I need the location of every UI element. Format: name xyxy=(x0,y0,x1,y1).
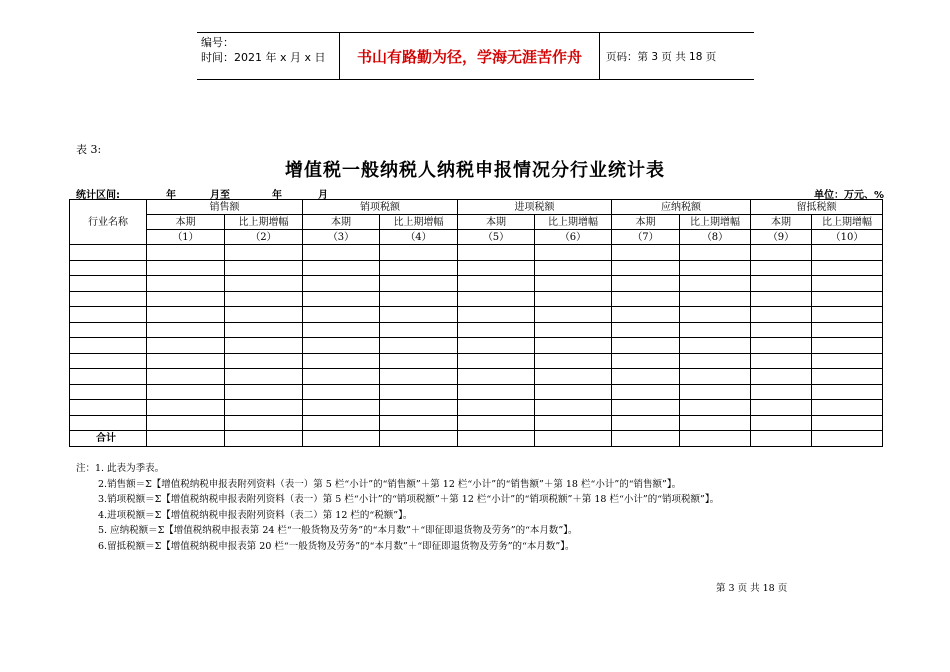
table-cell[interactable] xyxy=(612,369,680,385)
note-line: 4.进项税额＝Σ【增值税纳税申报表附列资料（表二）第 12 栏的“税额”】。 xyxy=(98,509,413,521)
table-cell[interactable] xyxy=(458,260,535,276)
table-cell[interactable] xyxy=(812,260,883,276)
table-cell[interactable] xyxy=(751,369,812,385)
table-cell[interactable] xyxy=(751,353,812,369)
table-cell[interactable] xyxy=(70,307,147,323)
total-row xyxy=(70,431,883,447)
table-cell[interactable] xyxy=(147,353,225,369)
time-label: 时间：2021 年 x 月 x 日 xyxy=(201,51,326,64)
table-cell[interactable] xyxy=(612,245,680,261)
table-cell[interactable] xyxy=(303,260,380,276)
table-cell[interactable] xyxy=(612,400,680,416)
header-row-numbers xyxy=(70,230,883,245)
table-cell[interactable] xyxy=(812,291,883,307)
table-cell[interactable] xyxy=(612,291,680,307)
table-cell[interactable] xyxy=(612,338,680,354)
table-cell[interactable] xyxy=(303,384,380,400)
table-cell[interactable] xyxy=(303,291,380,307)
header-meta xyxy=(201,35,326,65)
notes xyxy=(76,461,866,555)
table-cell[interactable] xyxy=(812,338,883,354)
table-cell[interactable] xyxy=(458,307,535,323)
table-cell[interactable] xyxy=(680,307,751,323)
table-cell[interactable] xyxy=(303,276,380,292)
table-cell[interactable] xyxy=(303,369,380,385)
table-cell[interactable] xyxy=(751,322,812,338)
table-label: 表 3: xyxy=(76,143,102,156)
table-cell[interactable] xyxy=(680,322,751,338)
sub-header-current: 本期 xyxy=(458,215,535,230)
sub-header-current: 本期 xyxy=(751,215,812,230)
unit-label: 单位：万元、% xyxy=(813,190,884,201)
header-row-sub xyxy=(70,215,883,230)
table-cell[interactable] xyxy=(458,291,535,307)
sub-header-change: 比上期增幅 xyxy=(812,215,883,230)
table-cell[interactable] xyxy=(535,260,612,276)
table-cell[interactable] xyxy=(458,322,535,338)
table-cell[interactable] xyxy=(458,276,535,292)
header-row-groups xyxy=(70,200,883,215)
period-label: 统计区间: xyxy=(76,190,120,201)
table-cell[interactable] xyxy=(70,338,147,354)
table-cell[interactable] xyxy=(751,276,812,292)
table-row xyxy=(70,400,883,416)
table-cell[interactable] xyxy=(380,338,458,354)
table-cell[interactable] xyxy=(70,400,147,416)
table-cell[interactable] xyxy=(70,415,147,431)
column-number: （10） xyxy=(812,230,883,245)
table-cell[interactable] xyxy=(70,353,147,369)
table-cell[interactable] xyxy=(535,245,612,261)
table-cell[interactable] xyxy=(680,260,751,276)
industry-name-header: 行业名称 xyxy=(70,200,147,245)
table-cell[interactable] xyxy=(225,431,303,447)
table-cell[interactable] xyxy=(680,353,751,369)
column-number: （9） xyxy=(751,230,812,245)
table-cell[interactable] xyxy=(303,245,380,261)
table-cell[interactable] xyxy=(303,400,380,416)
sub-header-current: 本期 xyxy=(612,215,680,230)
table-cell[interactable] xyxy=(458,400,535,416)
table-cell[interactable] xyxy=(380,353,458,369)
table-cell[interactable] xyxy=(680,369,751,385)
table-cell[interactable] xyxy=(751,400,812,416)
page-title: 增值税一般纳税人纳税申报情况分行业统计表 xyxy=(285,160,665,181)
table-cell[interactable] xyxy=(380,431,458,447)
group-header: 应纳税额 xyxy=(612,200,751,215)
table-cell[interactable] xyxy=(147,415,225,431)
table-cell[interactable] xyxy=(380,291,458,307)
column-number: （7） xyxy=(612,230,680,245)
table-cell[interactable] xyxy=(612,307,680,323)
table-cell[interactable] xyxy=(225,291,303,307)
table-cell[interactable] xyxy=(812,400,883,416)
column-number: （2） xyxy=(225,230,303,245)
table-row xyxy=(70,291,883,307)
table-cell[interactable] xyxy=(70,291,147,307)
table-cell[interactable] xyxy=(458,369,535,385)
table-cell[interactable] xyxy=(225,415,303,431)
table-cell[interactable] xyxy=(147,384,225,400)
table-cell[interactable] xyxy=(147,307,225,323)
table-cell[interactable] xyxy=(225,322,303,338)
column-number: （3） xyxy=(303,230,380,245)
table-cell[interactable] xyxy=(751,384,812,400)
table-cell[interactable] xyxy=(458,338,535,354)
table-cell[interactable] xyxy=(812,369,883,385)
table-cell[interactable] xyxy=(812,353,883,369)
table-cell[interactable] xyxy=(225,400,303,416)
table-cell[interactable] xyxy=(70,384,147,400)
period-row xyxy=(76,186,884,200)
table-cell[interactable] xyxy=(70,245,147,261)
table-cell[interactable] xyxy=(380,322,458,338)
group-header: 进项税额 xyxy=(458,200,612,215)
table-cell[interactable] xyxy=(812,307,883,323)
sub-header-change: 比上期增幅 xyxy=(380,215,458,230)
table-cell[interactable] xyxy=(303,431,380,447)
table-cell[interactable] xyxy=(70,260,147,276)
table-cell[interactable] xyxy=(612,276,680,292)
table-cell[interactable] xyxy=(70,369,147,385)
column-number: （8） xyxy=(680,230,751,245)
table-cell[interactable] xyxy=(225,245,303,261)
table-cell[interactable] xyxy=(458,415,535,431)
table-cell[interactable] xyxy=(751,260,812,276)
note-line: 5. 应纳税额＝Σ【增值税纳税申报表第 24 栏“一般货物及劳务”的“本月数”＋“即征即退货物及劳务”的“本月数”】。 xyxy=(98,525,578,537)
table-row xyxy=(70,322,883,338)
table-cell[interactable] xyxy=(612,415,680,431)
table-cell[interactable] xyxy=(812,431,883,447)
document-header xyxy=(197,32,754,80)
table-cell[interactable] xyxy=(380,260,458,276)
table-cell[interactable] xyxy=(535,338,612,354)
table-cell[interactable] xyxy=(680,338,751,354)
table-cell[interactable] xyxy=(225,338,303,354)
header-motto: 书山有路勤为径，学海无涯苦作舟 xyxy=(339,33,600,79)
sub-header-change: 比上期增幅 xyxy=(225,215,303,230)
table-cell[interactable] xyxy=(380,415,458,431)
table-cell[interactable] xyxy=(535,276,612,292)
table-cell[interactable] xyxy=(458,431,535,447)
table-cell[interactable] xyxy=(812,322,883,338)
group-header: 留抵税额 xyxy=(751,200,883,215)
table-cell[interactable] xyxy=(680,276,751,292)
table-cell[interactable] xyxy=(751,338,812,354)
table-cell[interactable] xyxy=(535,322,612,338)
note-line: 2.销售额＝Σ【增值税纳税申报表附列资料（表一）第 5 栏“小计”的“销售额”＋第 12 栏“小计”的“销售额”＋第 18 栏“小计”的“销售额”】。 xyxy=(98,478,682,490)
column-number: （1） xyxy=(147,230,225,245)
table-cell[interactable] xyxy=(303,338,380,354)
table-cell[interactable] xyxy=(812,384,883,400)
table-cell[interactable] xyxy=(458,353,535,369)
period-month: 月 xyxy=(318,190,328,201)
table-row xyxy=(70,353,883,369)
table-cell[interactable] xyxy=(458,245,535,261)
table-row xyxy=(70,384,883,400)
total-label: 合计 xyxy=(70,431,147,447)
table-cell[interactable] xyxy=(612,322,680,338)
table-cell[interactable] xyxy=(225,384,303,400)
table-cell[interactable] xyxy=(612,353,680,369)
table-cell[interactable] xyxy=(458,384,535,400)
table-cell[interactable] xyxy=(535,291,612,307)
sub-header-current: 本期 xyxy=(147,215,225,230)
table-cell[interactable] xyxy=(380,384,458,400)
table-row xyxy=(70,276,883,292)
table-cell[interactable] xyxy=(147,291,225,307)
group-header: 销项税额 xyxy=(303,200,458,215)
table-cell[interactable] xyxy=(225,369,303,385)
note-line: 注：1. 此表为季表。 xyxy=(76,463,165,474)
table-row xyxy=(70,307,883,323)
table-cell[interactable] xyxy=(751,307,812,323)
table-cell[interactable] xyxy=(147,260,225,276)
table-cell[interactable] xyxy=(535,415,612,431)
column-number: （5） xyxy=(458,230,535,245)
table-cell[interactable] xyxy=(751,415,812,431)
table-row xyxy=(70,260,883,276)
table-cell[interactable] xyxy=(751,245,812,261)
period-year2: 年 xyxy=(272,190,282,201)
table-cell[interactable] xyxy=(535,307,612,323)
statistics-table xyxy=(69,199,883,447)
table-cell[interactable] xyxy=(535,384,612,400)
table-cell[interactable] xyxy=(303,322,380,338)
table-cell[interactable] xyxy=(303,353,380,369)
column-number: （4） xyxy=(380,230,458,245)
period-month-to: 月至 xyxy=(210,190,230,201)
table-cell[interactable] xyxy=(812,276,883,292)
table-cell[interactable] xyxy=(680,415,751,431)
table-cell[interactable] xyxy=(612,260,680,276)
table-cell[interactable] xyxy=(535,431,612,447)
table-row xyxy=(70,415,883,431)
note-line: 6.留抵税额＝Σ【增值税纳税申报表第 20 栏“一般货物及劳务”的“本月数”＋“即征即退货物及劳务”的“本月数”】。 xyxy=(98,540,575,552)
table-cell[interactable] xyxy=(147,245,225,261)
table-cell[interactable] xyxy=(303,307,380,323)
table-cell[interactable] xyxy=(380,307,458,323)
table-cell[interactable] xyxy=(147,276,225,292)
table-row xyxy=(70,245,883,261)
table-cell[interactable] xyxy=(147,400,225,416)
table-cell[interactable] xyxy=(680,431,751,447)
table-cell[interactable] xyxy=(70,322,147,338)
table-cell[interactable] xyxy=(147,369,225,385)
table-cell[interactable] xyxy=(147,431,225,447)
sub-header-current: 本期 xyxy=(303,215,380,230)
table-cell[interactable] xyxy=(380,400,458,416)
sub-header-change: 比上期增幅 xyxy=(680,215,751,230)
sub-header-change: 比上期增幅 xyxy=(535,215,612,230)
table-cell[interactable] xyxy=(680,384,751,400)
table-row xyxy=(70,369,883,385)
table-cell[interactable] xyxy=(535,400,612,416)
table-cell[interactable] xyxy=(680,400,751,416)
table-cell[interactable] xyxy=(147,338,225,354)
table-cell[interactable] xyxy=(225,260,303,276)
table-cell[interactable] xyxy=(225,353,303,369)
table-cell[interactable] xyxy=(147,322,225,338)
table-cell[interactable] xyxy=(680,291,751,307)
table-cell[interactable] xyxy=(70,276,147,292)
table-cell[interactable] xyxy=(380,245,458,261)
number-label: 编号： xyxy=(201,36,234,49)
table-cell[interactable] xyxy=(535,353,612,369)
table-cell[interactable] xyxy=(751,431,812,447)
table-cell[interactable] xyxy=(380,369,458,385)
note-line: 3.销项税额＝Σ【增值税纳税申报表附列资料（表一）第 5 栏“小计”的“销项税额”＋第 12 栏“小计”的“销项税额”＋第 18 栏“小计”的“销项税额”】。 xyxy=(98,494,720,506)
page-footer: 第 3 页 共 18 页 xyxy=(716,583,788,594)
table-cell[interactable] xyxy=(303,415,380,431)
table-cell[interactable] xyxy=(535,369,612,385)
table-cell[interactable] xyxy=(225,307,303,323)
table-row xyxy=(70,338,883,354)
table-cell[interactable] xyxy=(612,431,680,447)
table-cell[interactable] xyxy=(812,415,883,431)
group-header: 销售额 xyxy=(147,200,303,215)
table-cell[interactable] xyxy=(680,245,751,261)
table-cell[interactable] xyxy=(812,245,883,261)
period-year1: 年 xyxy=(166,190,176,201)
table-cell[interactable] xyxy=(751,291,812,307)
table-cell[interactable] xyxy=(225,276,303,292)
table-cell[interactable] xyxy=(612,384,680,400)
table-cell[interactable] xyxy=(380,276,458,292)
header-page-info: 页码：第 3 页 共 18 页 xyxy=(606,51,717,63)
column-number: （6） xyxy=(535,230,612,245)
